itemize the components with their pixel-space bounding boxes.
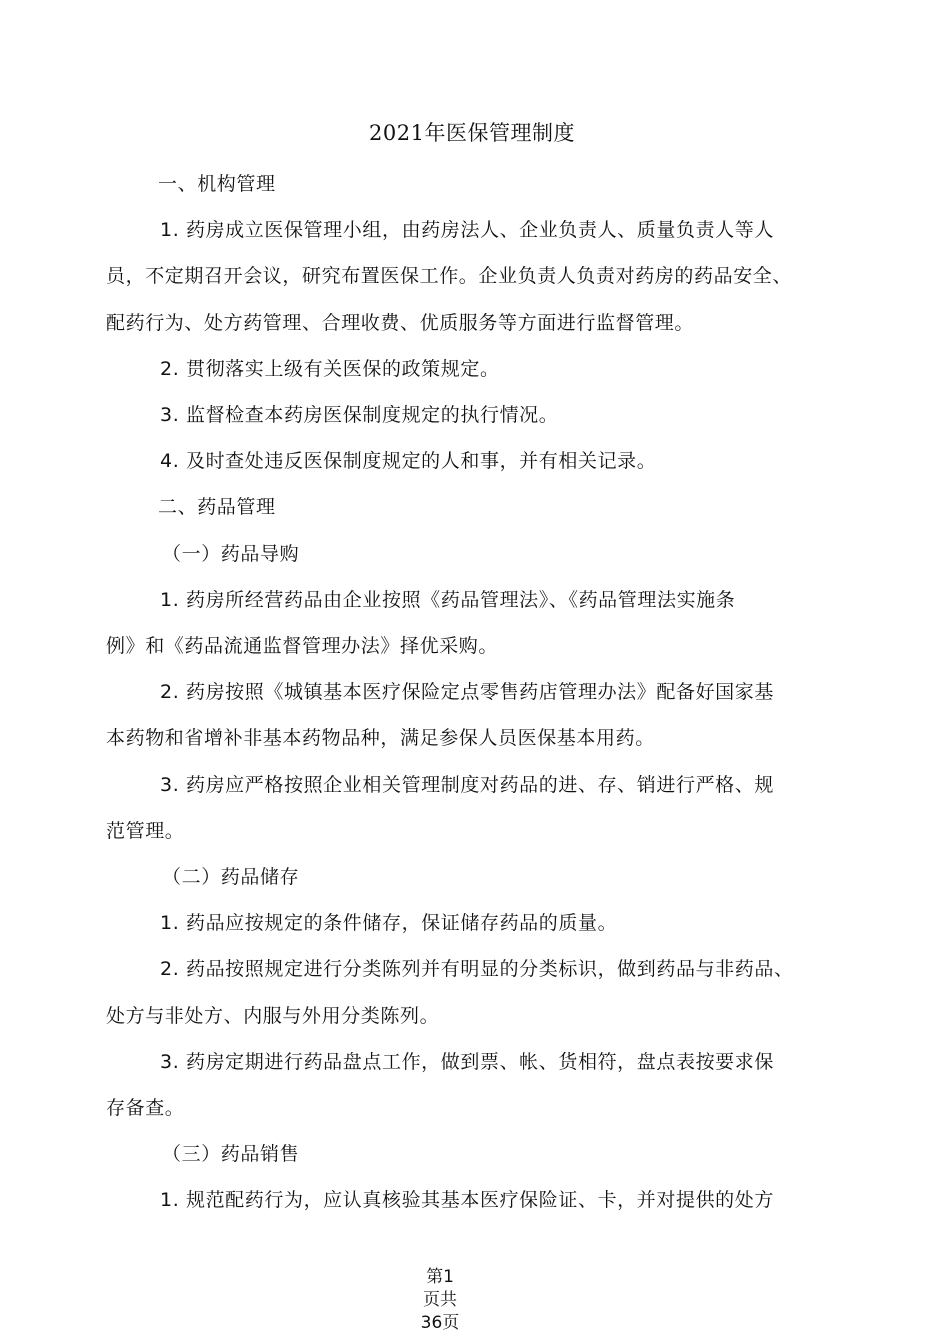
page-title: 2021年医保管理制度 — [369, 121, 575, 145]
page-number-line-1: 第1 — [426, 1267, 454, 1287]
section-heading: 二、药品管理 — [158, 496, 276, 519]
subsection-heading: （一）药品导购 — [162, 542, 300, 565]
paragraph-line: 3. 药房应严格按照企业相关管理制度对药品的进、存、销进行严格、规 — [160, 773, 774, 796]
page-number-line-3: 36页 — [420, 1313, 460, 1333]
paragraph-line: 例》和《药品流通监督管理办法》择优采购。 — [106, 635, 499, 658]
subsection-heading: （二）药品储存 — [162, 866, 300, 889]
subsection-heading: （三）药品销售 — [162, 1143, 300, 1166]
paragraph-line: 处方与非处方、内服与外用分类陈列。 — [106, 1004, 440, 1027]
document-body — [106, 161, 848, 1224]
paragraph-line: 1. 药品应按规定的条件储存，保证储存药品的质量。 — [160, 912, 618, 935]
paragraph-line: 1. 规范配药行为，应认真核验其基本医疗保险证、卡，并对提供的处方 — [160, 1189, 774, 1212]
page-footer — [400, 1266, 480, 1335]
paragraph-line: 存备查。 — [106, 1097, 185, 1120]
paragraph-line: 范管理。 — [106, 819, 185, 842]
paragraph-line: 3. 药房定期进行药品盘点工作，做到票、帐、货相符，盘点表按要求保 — [160, 1050, 774, 1073]
section-heading: 一、机构管理 — [158, 173, 276, 195]
paragraph-line: 3. 监督检查本药房医保制度规定的执行情况。 — [160, 404, 559, 427]
paragraph-line: 员，不定期召开会议，研究布置医保工作。企业负责人负责对药房的药品安全、 — [106, 265, 793, 288]
page-number-line-2: 页共 — [423, 1290, 457, 1310]
paragraph-line: 2. 贯彻落实上级有关医保的政策规定。 — [160, 357, 500, 380]
paragraph-line: 2. 药品按照规定进行分类陈列并有明显的分类标识，做到药品与非药品、 — [160, 958, 794, 981]
paragraph-line: 4. 及时查处违反医保制度规定的人和事，并有相关记录。 — [160, 450, 657, 473]
paragraph-line: 2. 药房按照《城镇基本医疗保险定点零售药店管理办法》配备好国家基 — [160, 681, 774, 704]
paragraph-line: 1. 药房所经营药品由企业按照《药品管理法》、《药品管理法实施条 — [160, 588, 736, 611]
paragraph-line: 1. 药房成立医保管理小组，由药房法人、企业负责人、质量负责人等人 — [160, 219, 774, 242]
paragraph-line: 本药物和省增补非基本药物品种，满足参保人员医保基本用药。 — [106, 727, 655, 750]
paragraph-line: 配药行为、处方药管理、合理收费、优质服务等方面进行监督管理。 — [106, 311, 695, 334]
